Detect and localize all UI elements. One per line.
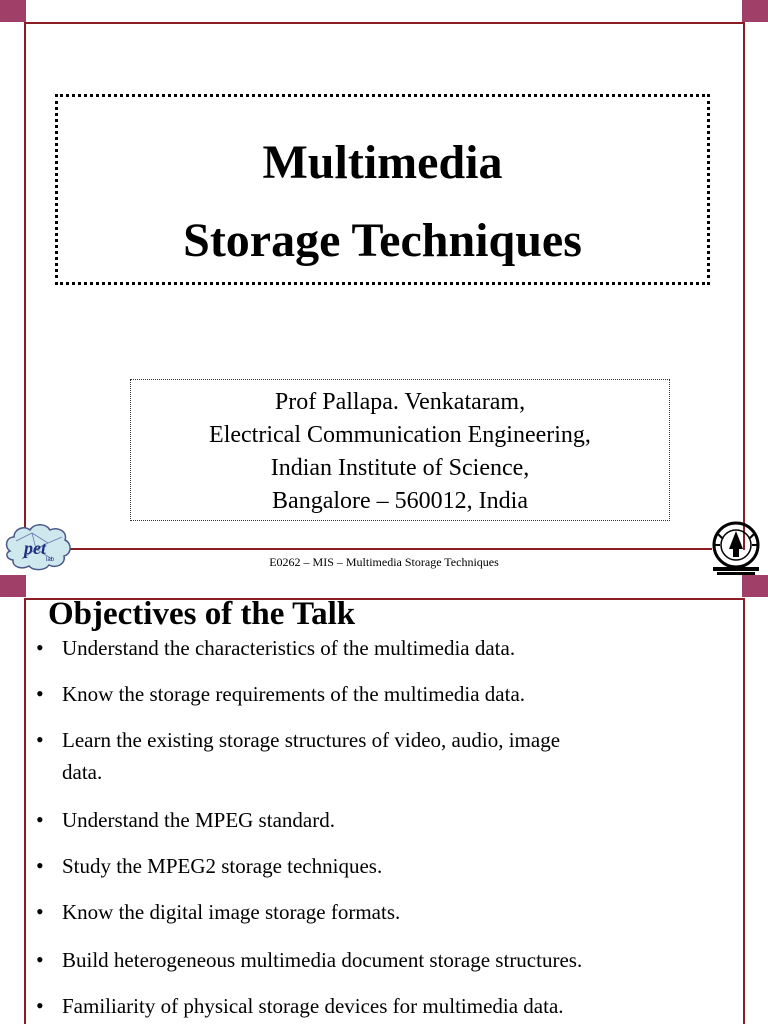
list-item-continued: data.: [62, 760, 103, 784]
list-item: • Study the MPEG2 storage techniques.: [36, 850, 756, 882]
title-box: [55, 94, 710, 285]
frame-right-line: [743, 22, 745, 550]
author-address: Bangalore – 560012, India: [272, 488, 528, 514]
objectives-list: [36, 632, 756, 1022]
bullet-icon: •: [36, 947, 44, 972]
frame-top-line: [24, 22, 745, 24]
list-item: • Familiarity of physical storage devices for multimedia data.: [36, 990, 756, 1022]
objectives-title: Objectives of the Talk: [48, 596, 356, 632]
slide2-left-line: [24, 598, 26, 1024]
slide-footer: E0262 – MIS – Multimedia Storage Techniques: [269, 555, 499, 569]
corner-mid-right: [742, 575, 768, 597]
pet-logo-text: pet: [24, 538, 46, 558]
bullet-icon: •: [36, 853, 44, 878]
author-department: Electrical Communication Engineering,: [209, 422, 591, 448]
list-item: • Understand the MPEG standard.: [36, 804, 756, 836]
list-item: • Learn the existing storage structures of video, audio, image: [36, 724, 756, 756]
bullet-icon: •: [36, 899, 44, 924]
bullet-icon: •: [36, 807, 44, 832]
slide-title-line1: Multimedia: [262, 136, 503, 189]
corner-top-right: [742, 0, 768, 22]
corner-mid-left: [0, 575, 26, 597]
author-box: [130, 379, 670, 521]
bullet-icon: •: [36, 681, 44, 706]
institute-emblem-icon: [707, 519, 765, 577]
list-item: • Know the storage requirements of the multimedia data.: [36, 678, 756, 710]
bullet-icon: •: [36, 635, 44, 660]
author-name: Prof Pallapa. Venkataram,: [274, 389, 526, 415]
slide-title-line2: Storage Techniques: [183, 214, 582, 267]
list-item: • Know the digital image storage formats.: [36, 896, 756, 928]
corner-top-left: [0, 0, 26, 22]
bullet-icon: •: [36, 727, 44, 752]
author-institute: Indian Institute of Science,: [270, 455, 530, 481]
list-item: • Understand the characteristics of the multimedia data.: [36, 632, 756, 664]
frame-footer-line: [60, 548, 712, 550]
pet-logo-small-text: lab: [46, 557, 55, 563]
frame-left-line: [24, 22, 26, 550]
bullet-icon: •: [36, 993, 44, 1018]
list-item: • Build heterogeneous multimedia document storage structures.: [36, 944, 756, 976]
